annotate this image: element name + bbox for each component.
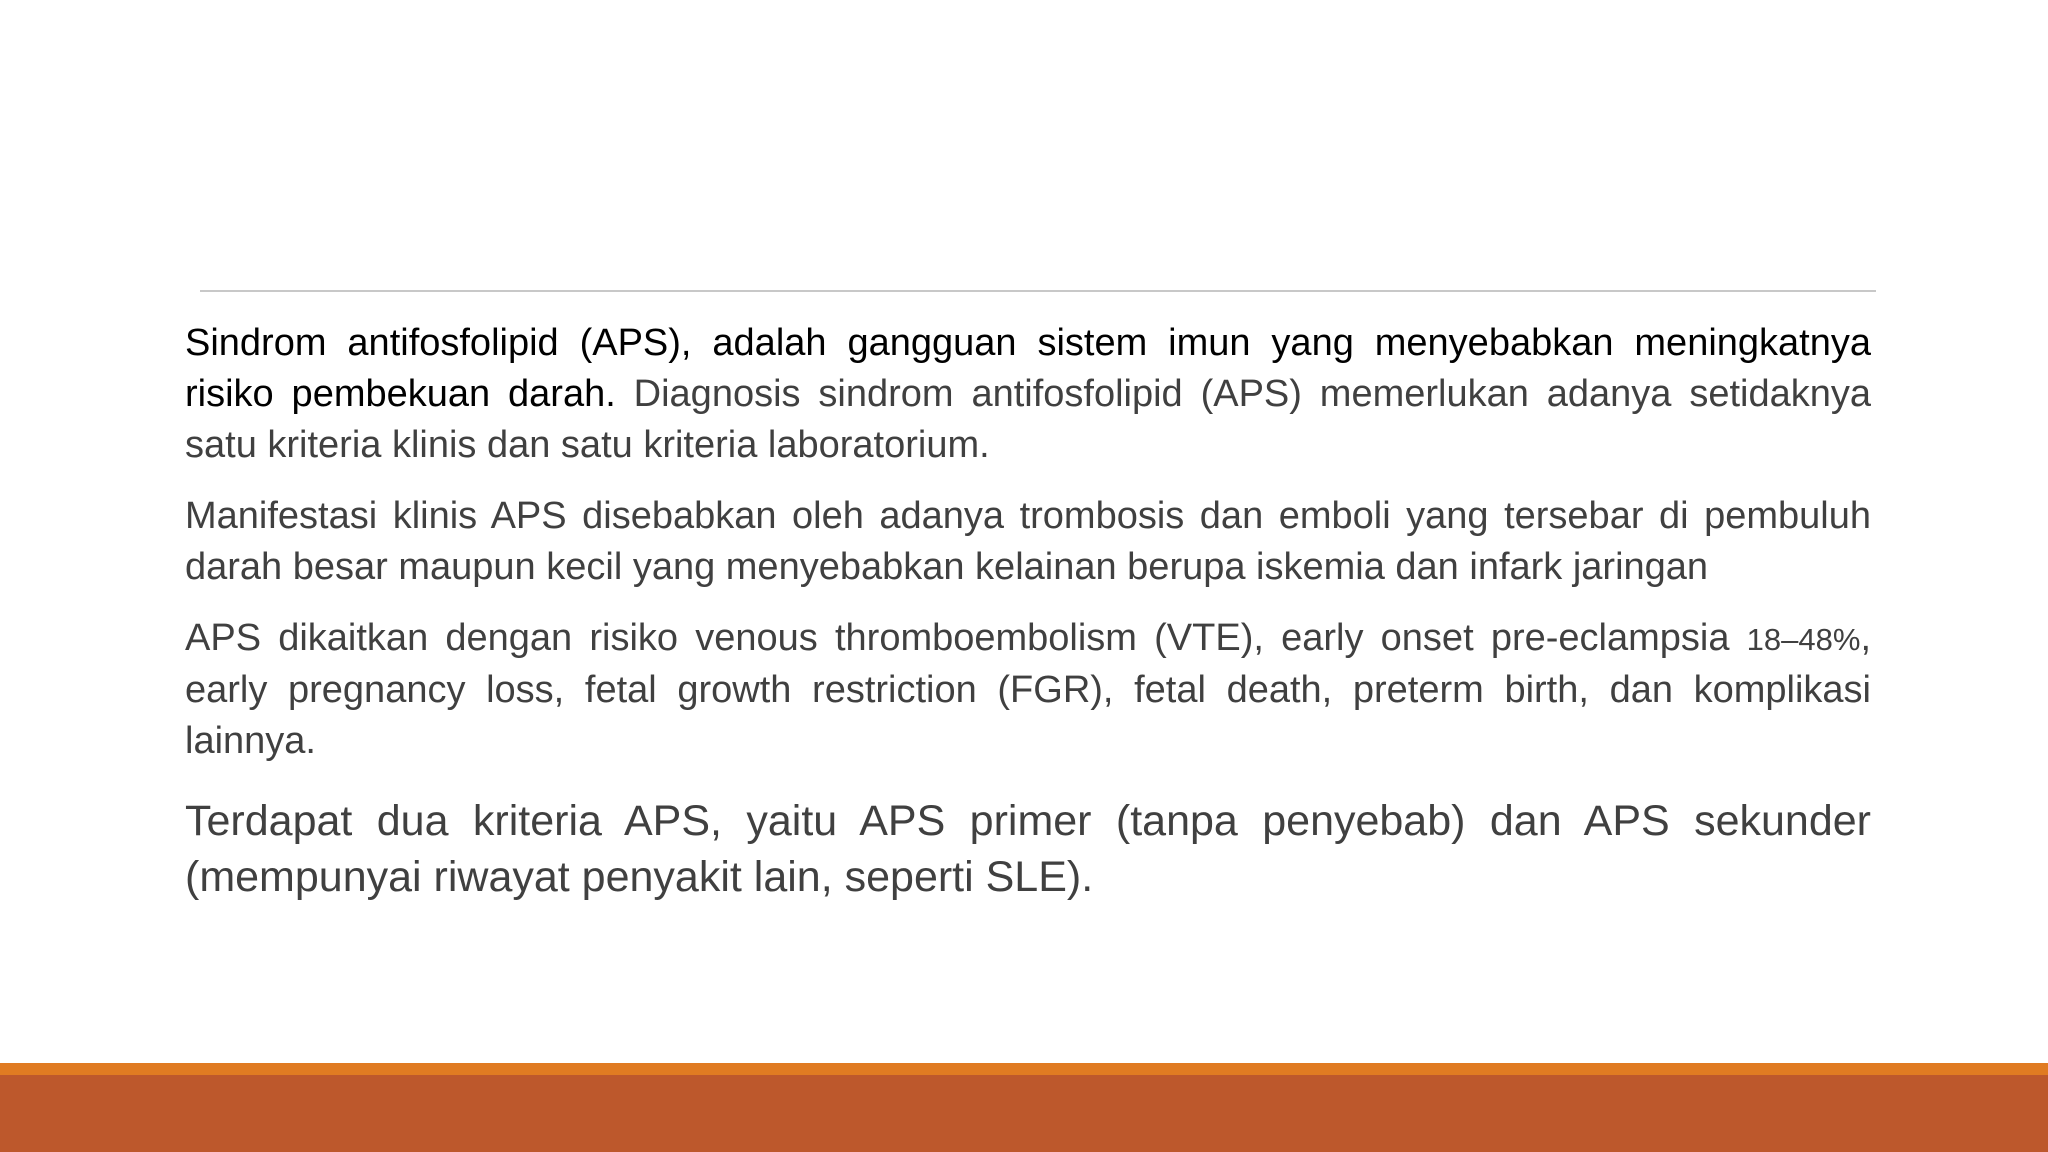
paragraph-aps-risks <box>185 613 1871 767</box>
footer-accent-stripe <box>0 1063 2048 1075</box>
risk-text-end: , early pregnancy loss, fetal growth restriction (FGR), fetal death, preterm birth, dan komplikasi lainnya. <box>185 617 1871 762</box>
paragraph-clinical-manifestation: Manifestasi klinis APS disebabkan oleh adanya trombosis dan emboli yang tersebar di pembuluh darah besar maupun kecil yang menyebabkan kelainan berupa iskemia dan infark jaringan <box>185 495 1871 588</box>
paragraph-aps-criteria: Terdapat dua kriteria APS, yaitu APS primer (tanpa penyebab) dan APS sekunder (mempunyai riwayat penyakit lain, seperti SLE). <box>185 797 1871 901</box>
preeclampsia-percentage: 18–48% <box>1746 622 1861 657</box>
title-divider <box>200 290 1876 292</box>
paragraph-aps-definition <box>185 318 1871 471</box>
risk-text-start: APS dikaitkan dengan risiko venous thromboembolism (VTE), early onset pre-eclampsia <box>185 617 1747 659</box>
footer-band <box>0 1075 2048 1152</box>
paragraph-lead-text: Sindrom antifosfolipid (APS), adalah gangguan sistem imun yang menyebabkan meningkatnya risiko pembekuan darah. <box>185 322 1871 415</box>
paragraph-diagnosis-text: Diagnosis sindrom antifosfolipid (APS) memerlukan adanya setidaknya satu kriteria klinis dan satu kriteria laboratorium. <box>185 373 1871 466</box>
slide-body <box>185 318 1871 905</box>
